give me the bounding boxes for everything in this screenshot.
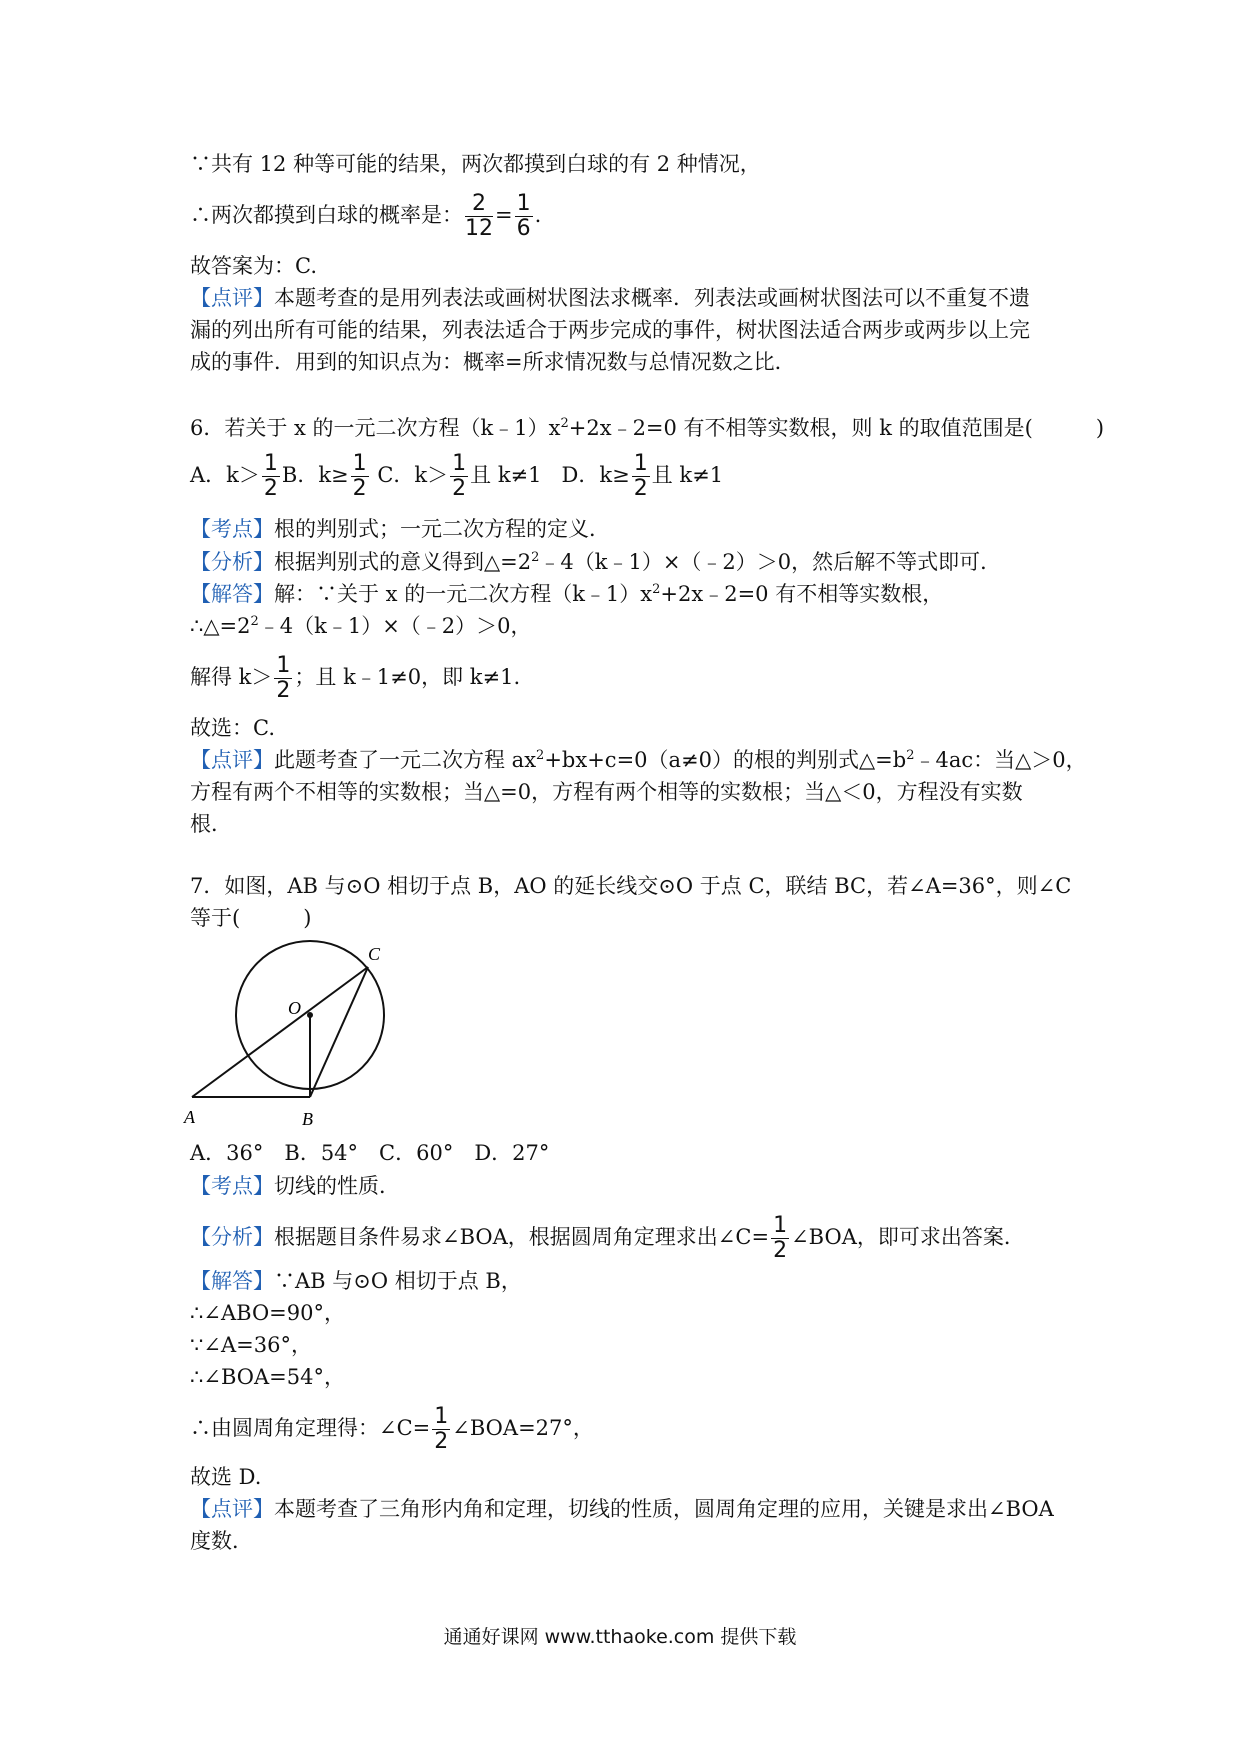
page-footer: 通通好课网 www.tthaoke.com 提供下载 xyxy=(443,1626,797,1648)
line-ac xyxy=(192,967,368,1097)
q5-comment-3: 成的事件．用到的知识点为：概率=所求情况数与总情况数之比． xyxy=(190,350,796,374)
q7-solution-5: ∴由圆周角定理得：∠C= $\frac{1}{2}$ ∠BOA=27°， xyxy=(190,1404,594,1454)
q7-topic: 【考点】切线的性质． xyxy=(190,1174,400,1198)
q7-solution-3: ∵∠A=36°， xyxy=(190,1333,312,1357)
q7-analysis: 【分析】根据题目条件易求∠BOA，根据圆周角定理求出∠C= $\frac{1}{2}$ ∠BOA，即可求出答案． xyxy=(190,1213,1025,1263)
q6-analysis: 【分析】根据判别式的意义得到$\triangle=2^2﹣4(k﹣1)\times(﹣2)>0$，然后解不等式即可． xyxy=(190,550,1002,574)
q7-solution-1: 【解答】∵AB 与⊙O 相切于点 B， xyxy=(190,1269,522,1293)
q6-options: A．k＞ $\frac{1}{2}$ B．k≥ $\frac{1}{2}$ C．k＞ $\frac{1}{2}$ 且 k≠1 D．k≥ $\frac{1}{2}$ 且 k≠1 xyxy=(190,451,724,501)
q6-solution-4: 故选：C. xyxy=(190,716,275,740)
q6-comment-2: 方程有两个不相等的实数根；当△=0，方程有两个相等的实数根；当△＜0，方程没有实数 xyxy=(190,780,1023,804)
q5-answer: 故答案为：C. xyxy=(190,254,317,278)
q6-solution-3: 解得 k＞ $\frac{1}{2}$ ；且 k﹣1≠0，即 k≠1. xyxy=(190,653,521,703)
q5-comment-1: 【点评】本题考查的是用列表法或画树状图法求概率．列表法或画树状图法可以不重复不遗 xyxy=(190,286,1030,310)
center-point-o xyxy=(307,1012,313,1018)
q5-line-1: ∵共有 12 种等可能的结果，两次都摸到白球的有 2 种情况， xyxy=(190,152,761,176)
fraction: $\frac{1}{6}$ xyxy=(516,191,531,241)
q5-comment-2: 漏的列出所有可能的结果，列表法适合于两步完成的事件，树状图法适合两步或两步以上完 xyxy=(190,318,1030,342)
q7-solution-2: ∴∠ABO=90°， xyxy=(190,1301,345,1325)
q5-line-2: ∴两次都摸到白球的概率是： $\frac{2}{12}$ = $\frac{1}{6}$ . xyxy=(190,191,542,241)
q6-stem: 6．若关于 x 的一元二次方程$(k﹣1)x^2+2x﹣2=0$ 有不相等实数根，则 k 的取值范围是( ) xyxy=(190,416,1105,440)
q6-solution-2: $\therefore\triangle=2^2﹣4(k﹣1)\times(﹣2)>0$， xyxy=(190,614,532,638)
q6-comment-3: 根． xyxy=(190,812,232,836)
fraction: $\frac{2}{12}$ xyxy=(465,191,493,241)
q7-stem-1: 7．如图，AB 与⊙O 相切于点 B，AO 的延长线交⊙O 于点 C，联结 BC，若∠A=36°，则∠C xyxy=(190,874,1072,898)
geometry-figure xyxy=(180,940,410,1130)
line-bc xyxy=(310,967,368,1097)
q6-topic: 【考点】根的判别式；一元二次方程的定义． xyxy=(190,517,610,541)
q7-solution-4: ∴∠BOA=54°， xyxy=(190,1365,345,1389)
q7-stem-2: 等于( ) xyxy=(190,906,312,930)
label-b: B xyxy=(302,1109,313,1129)
q6-solution-1: 【解答】解：∵关于 x 的一元二次方程$(k﹣1)x^2+2x﹣2=0$ 有不相等实数根， xyxy=(190,582,944,606)
q7-solution-6: 故选 D. xyxy=(190,1465,262,1489)
label-a: A xyxy=(184,1107,195,1127)
q7-options: A．36° B．54° C．60° D．27° xyxy=(190,1141,550,1165)
q6-comment-1: 【点评】此题考查了一元二次方程 $ax^2+bx+c=0(a\ne 0)$的根的判别式$\triangle=b^2﹣4ac$：当△＞0， xyxy=(190,748,1087,772)
q7-comment-1: 【点评】本题考查了三角形内角和定理，切线的性质，圆周角定理的应用，关键是求出∠BOA xyxy=(190,1497,1054,1521)
label-c: C xyxy=(368,944,381,964)
q7-comment-2: 度数． xyxy=(190,1529,253,1553)
label-o: O xyxy=(288,998,301,1018)
